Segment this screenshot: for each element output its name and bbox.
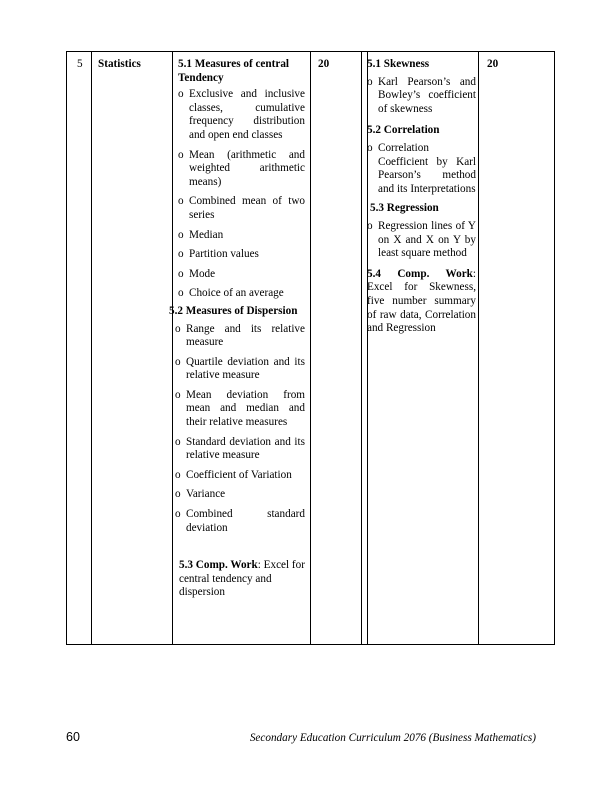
col-divider (172, 52, 173, 644)
bullet-icon: o (175, 435, 181, 448)
dispersion-list (175, 323, 305, 536)
list-item: o Median (178, 228, 224, 241)
list-item: o Range and its relative measure (175, 322, 305, 349)
list-item: o Exclusive and inclusive classes, cumulative frequency distribution and open end classes (178, 88, 305, 141)
list-item: o Correlation Coefficient by Karl Pearson’s method and its Interpretations (367, 141, 476, 195)
col-divider (91, 52, 92, 644)
list-item: o Mode (178, 267, 216, 280)
bullet-icon: o (175, 322, 181, 335)
bullet-icon: o (367, 141, 373, 154)
col-divider (310, 52, 311, 644)
heading-regression: 5.3 Regression (370, 202, 439, 215)
bullet-icon: o (178, 148, 184, 161)
bullet-icon: o (178, 88, 184, 101)
list-item: o Variance (175, 488, 226, 501)
bullet-icon: o (178, 248, 184, 261)
heading-skewness: 5.1 Skewness (367, 58, 430, 70)
unit-subject: Statistics (98, 58, 141, 70)
bullet-icon: o (178, 287, 184, 300)
comp-work-central: 5.3 Comp. Work: Excel for central tendency and dispersion (179, 559, 305, 599)
list-item: o Quartile deviation and its relative measure (175, 355, 305, 382)
heading-measures-central-tendency: 5.1 Measures of central Tendency (178, 58, 290, 84)
bullet-icon: o (367, 219, 373, 232)
col-divider (478, 52, 479, 644)
list-item: o Mean deviation from mean and median and their relative measures (175, 388, 305, 429)
list-item: o Combined mean of two series (178, 195, 305, 221)
content-column (169, 58, 305, 600)
list-item: o Mean (arithmetic and weighted arithmetic means) (178, 148, 305, 188)
central-tendency-list (178, 88, 305, 301)
bullet-icon: o (367, 75, 373, 88)
bullet-icon: o (175, 508, 181, 521)
row-number: 5 (77, 58, 83, 70)
bullet-icon: o (175, 468, 181, 481)
list-item: o Coefficient of Variation (175, 468, 292, 481)
bullet-icon: o (175, 388, 181, 401)
list-item: o Choice of an average (178, 287, 284, 300)
footer-title: Secondary Education Curriculum 2076 (Business Mathematics) (249, 732, 536, 744)
bullet-icon: o (178, 195, 184, 208)
content-column-2 (367, 58, 476, 336)
periods-b: 20 (487, 58, 499, 70)
heading-measures-dispersion: 5.2 Measures of Dispersion (169, 304, 298, 317)
heading-correlation: 5.2 Correlation (367, 124, 440, 137)
list-item: o Partition values (178, 248, 259, 261)
bullet-icon: o (175, 355, 181, 368)
curriculum-table (66, 51, 555, 645)
bullet-icon: o (178, 228, 184, 241)
list-item: o Standard deviation and its relative measure (175, 435, 305, 462)
list-item: o Combined standard deviation (175, 508, 305, 534)
col-divider (361, 52, 362, 644)
comp-work-skewness: 5.4 Comp. Work: Excel for Skewness, five number summary of raw data, Correlation and Regression (367, 267, 476, 335)
page-number: 60 (66, 730, 80, 744)
bullet-icon: o (178, 267, 184, 280)
list-item: o Karl Pearson’s and Bowley’s coefficient of skewness (367, 75, 476, 115)
bullet-icon: o (175, 488, 181, 501)
periods-a: 20 (318, 58, 330, 70)
list-item: o Regression lines of Y on X and X on Y by least square method (367, 219, 476, 260)
